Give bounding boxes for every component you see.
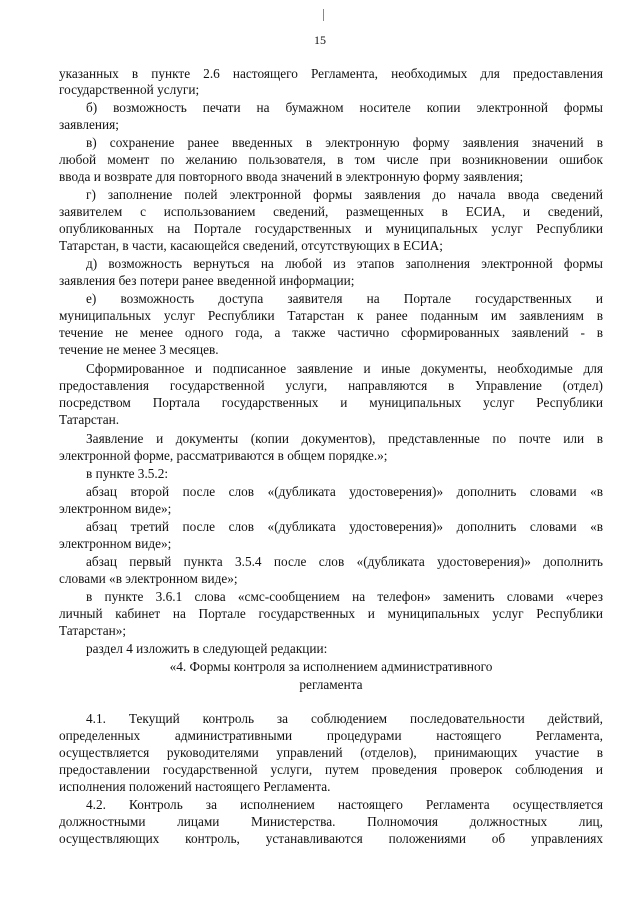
text-line: электронной форме, рассматриваются в общем порядке.»; <box>59 448 388 463</box>
text-line: предоставления государственной услуги, направляются в Управление (отдел) <box>59 378 603 393</box>
text-line: словами «в электронном виде»; <box>59 571 238 586</box>
text-line: абзац второй после слов «(дубликата удостоверения)» дополнить словами «в <box>86 484 603 499</box>
text-line: Татарстан. <box>59 412 120 427</box>
text-line: абзац третий после слов «(дубликата удостоверения)» дополнить словами «в <box>86 519 603 534</box>
section-title-line: «4. Формы контроля за исполнением административного <box>169 659 493 674</box>
text-line: заявления; <box>59 117 119 132</box>
text-line: государственной услуги; <box>59 82 200 97</box>
text-line: течение не менее одного года, а также частично сформированных заявлений - в <box>59 325 603 340</box>
text-line: указанных в пункте 2.6 настоящего Регламента, необходимых для предоставления <box>59 66 603 81</box>
text-line: муниципальных услуг Республики Татарстан к ранее поданным им заявлениям в <box>59 308 603 323</box>
text-line: течение не менее 3 месяцев. <box>59 342 219 357</box>
text-line: е) возможность доступа заявителя на Портале государственных и <box>86 291 603 306</box>
text-line: в пункте 3.5.2: <box>86 466 169 481</box>
text-line: ввода и возврате для повторного ввода значений в электронную форму заявления; <box>59 169 524 184</box>
text-line: должностными лицами Министерства. Полномочия должностных лиц, <box>59 814 603 829</box>
text-line: осуществляется руководителями управлений (отделов), принимающих участие в <box>59 745 603 760</box>
text-line: в пункте 3.6.1 слова «смс-сообщением на телефон» заменить словами «через <box>86 589 603 604</box>
text-line: 4.1. Текущий контроль за соблюдением последовательности действий, <box>86 711 603 726</box>
text-line: б) возможность печати на бумажном носителе копии электронной формы <box>86 100 603 115</box>
text-line: раздел 4 изложить в следующей редакции: <box>86 641 328 656</box>
text-line: д) возможность вернуться на любой из этапов заполнения электронной формы <box>86 256 603 271</box>
text-line: опубликованных на Портале государственных и муниципальных услуг Республики <box>59 221 603 236</box>
text-line: абзац первый пункта 3.5.4 после слов «(дубликата удостоверения)» дополнить <box>86 554 603 569</box>
text-line: Заявление и документы (копии документов), представленные по почте или в <box>86 431 603 446</box>
text-line: 4.2. Контроль за исполнением настоящего Регламента осуществляется <box>86 797 603 812</box>
page-edge-mark <box>323 9 324 21</box>
text-line: Сформированное и подписанное заявление и иные документы, необходимые для <box>86 361 603 376</box>
page-number: 15 <box>314 33 326 47</box>
text-line: личный кабинет на Портале государственных и муниципальных услуг Республики <box>59 606 603 621</box>
section-title-line: регламента <box>299 677 363 692</box>
text-line: любой момент по желанию пользователя, в том числе при возникновении ошибок <box>59 152 603 167</box>
text-line: заявителем с использованием сведений, размещенных в ЕСИА, и сведений, <box>59 204 603 219</box>
text-line: заявления без потери ранее введенной информации; <box>59 273 355 288</box>
text-line: посредством Портала государственных и муниципальных услуг Республики <box>59 395 603 410</box>
text-line: определенных административными процедурами настоящего Регламента, <box>59 728 603 743</box>
text-line: Татарстан»; <box>59 623 127 638</box>
text-line: Татарстан, в части, касающейся сведений, отсутствующих в ЕСИА; <box>59 238 443 253</box>
text-line: осуществляющих контроль, устанавливаются положениями об управлениях <box>59 831 603 846</box>
text-line: электронном виде»; <box>59 536 172 551</box>
text-line: исполнения положений настоящего Регламента. <box>59 779 331 794</box>
text-line: г) заполнение полей электронной формы заявления до начала ввода сведений <box>86 187 603 202</box>
text-line: в) сохранение ранее введенных в электронную форму заявления значений в <box>86 135 603 150</box>
text-line: электронном виде»; <box>59 501 172 516</box>
text-line: предоставлении государственной услуги, путем проведения проверок соблюдения и <box>59 762 603 777</box>
